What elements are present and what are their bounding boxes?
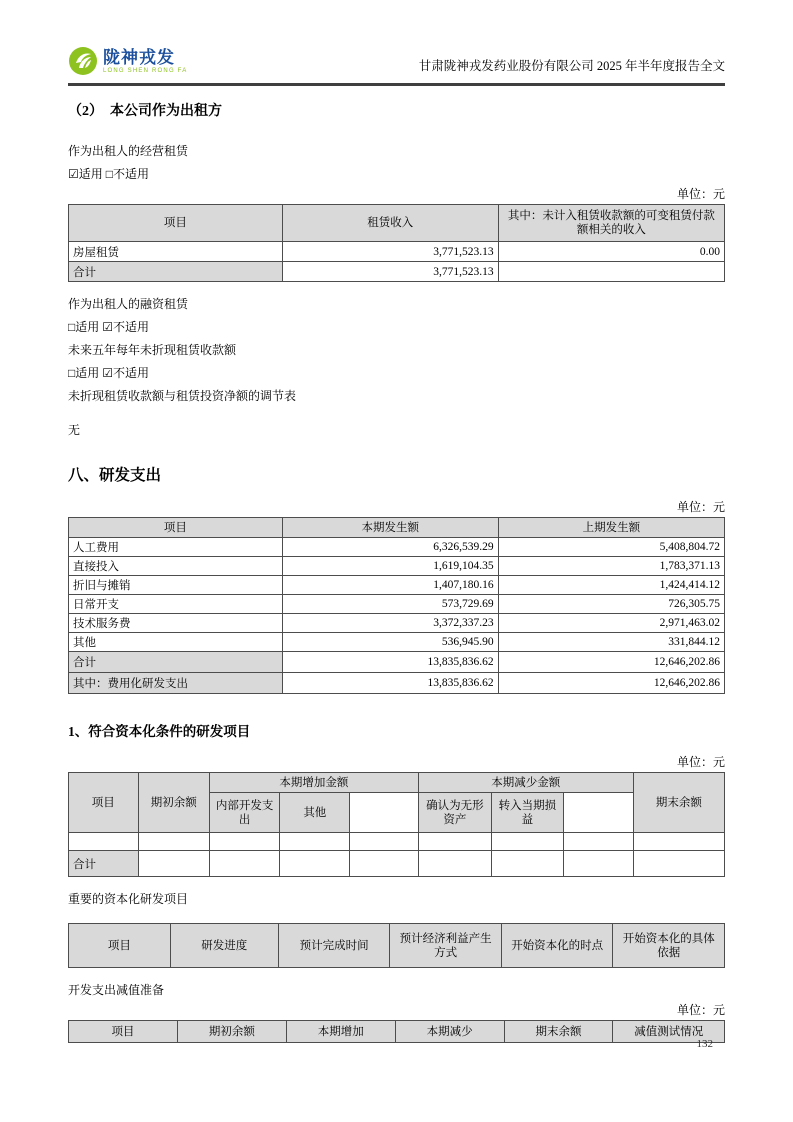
cell-prior: 2,971,463.02 <box>498 614 724 633</box>
table-row <box>69 633 725 652</box>
cell-current: 13,835,836.62 <box>282 673 498 694</box>
table-header-row <box>69 518 725 538</box>
future-receipts-label: 未来五年每年未折现租赁收款额 <box>68 343 237 357</box>
important-capitalized-label: 重要的资本化研发项目 <box>68 892 189 906</box>
impairment-label: 开发支出减值准备 <box>68 983 165 997</box>
cell-income: 3,771,523.13 <box>282 242 498 262</box>
table-header-row <box>69 924 725 968</box>
col-header-internal-dev: 内部开发支出 <box>210 793 280 833</box>
cell-item: 折旧与摊销 <box>69 576 283 595</box>
col-header-item: 项目 <box>69 518 283 538</box>
col-header-begin: 期初余额 <box>138 773 210 833</box>
table-header-row-1 <box>69 773 725 793</box>
company-brand <box>68 46 187 76</box>
col-header-increase: 本期增加 <box>286 1021 395 1043</box>
col-header-completion-time: 预计完成时间 <box>278 924 390 968</box>
col-header-blank-increase <box>350 793 418 833</box>
none-label: 无 <box>68 423 81 437</box>
cell-prior: 1,783,371.13 <box>498 557 724 576</box>
operating-lease-table <box>68 204 725 282</box>
cell-empty <box>69 833 139 851</box>
page-number: 132 <box>696 1038 713 1050</box>
cell-current: 573,729.69 <box>282 595 498 614</box>
col-header-current: 本期发生额 <box>282 518 498 538</box>
cell-empty <box>563 833 633 851</box>
col-header-benefit-mode: 预计经济利益产生方式 <box>390 924 502 968</box>
cell-item: 其中：费用化研发支出 <box>69 673 283 694</box>
col-header-intangible: 确认为无形资产 <box>418 793 491 833</box>
unit-label-rd: 单位：元 <box>676 500 725 514</box>
col-header-prior: 上期发生额 <box>498 518 724 538</box>
page-header <box>68 38 725 86</box>
capitalized-rd-table <box>68 772 725 877</box>
unit-label-capitalized: 单位：元 <box>676 755 725 769</box>
table-row-total <box>69 262 725 282</box>
cell-empty <box>418 833 491 851</box>
cell-current: 1,619,104.35 <box>282 557 498 576</box>
reconciliation-label: 未折现租赁收款额与租赁投资净额的调节表 <box>68 389 297 403</box>
cell-prior: 12,646,202.86 <box>498 652 724 673</box>
col-header-item: 项目 <box>69 1021 178 1043</box>
col-header-cap-start: 开始资本化的时点 <box>501 924 613 968</box>
cell-empty <box>633 851 724 877</box>
unit-label-impairment: 单位：元 <box>676 1003 725 1017</box>
cell-prior: 5,408,804.72 <box>498 538 724 557</box>
cell-item: 其他 <box>69 633 283 652</box>
cell-item: 合计 <box>69 652 283 673</box>
table-row <box>69 538 725 557</box>
section-heading-rd: 八、研发支出 <box>68 467 162 484</box>
cell-prior: 12,646,202.86 <box>498 673 724 694</box>
cell-empty <box>563 851 633 877</box>
cell-empty <box>492 833 564 851</box>
company-logo-icon <box>68 46 98 76</box>
cell-variable <box>498 262 724 282</box>
cell-empty <box>633 833 724 851</box>
col-header-begin: 期初余额 <box>177 1021 286 1043</box>
table-row <box>69 242 725 262</box>
table-row <box>69 614 725 633</box>
section-heading-lessor: （2） 本公司作为出租方 <box>68 104 222 119</box>
col-header-income: 租赁收入 <box>282 205 498 242</box>
cell-empty <box>138 833 210 851</box>
table-row-expensed <box>69 673 725 694</box>
cell-total-label: 合计 <box>69 851 139 877</box>
cell-empty <box>350 851 418 877</box>
cell-empty <box>138 851 210 877</box>
cell-item: 房屋租赁 <box>69 242 283 262</box>
col-header-end: 期末余额 <box>633 773 724 833</box>
cell-item: 合计 <box>69 262 283 282</box>
finance-lease-label: 作为出租人的融资租赁 <box>68 297 189 311</box>
table-row <box>69 576 725 595</box>
important-projects-table <box>68 923 725 968</box>
future-receipts-applicability: □适用 ☑不适用 <box>68 366 150 380</box>
brand-name-cn: 陇神戎发 <box>103 47 175 67</box>
operating-lease-label: 作为出租人的经营租赁 <box>68 144 189 158</box>
col-header-end: 期末余额 <box>504 1021 613 1043</box>
cell-empty <box>210 851 280 877</box>
cell-item: 直接投入 <box>69 557 283 576</box>
col-header-item: 项目 <box>69 924 171 968</box>
cell-prior: 331,844.12 <box>498 633 724 652</box>
cell-item: 技术服务费 <box>69 614 283 633</box>
cell-item: 人工费用 <box>69 538 283 557</box>
impairment-table <box>68 1020 725 1043</box>
col-header-cap-basis: 开始资本化的具体依据 <box>613 924 725 968</box>
cell-empty <box>350 833 418 851</box>
cell-current: 6,326,539.29 <box>282 538 498 557</box>
col-header-blank-decrease <box>563 793 633 833</box>
col-header-variable: 其中：未计入租赁收款额的可变租赁付款额相关的收入 <box>498 205 724 242</box>
cell-empty <box>210 833 280 851</box>
cell-prior: 726,305.75 <box>498 595 724 614</box>
cell-current: 536,945.90 <box>282 633 498 652</box>
table-row-total <box>69 652 725 673</box>
cell-empty <box>280 851 350 877</box>
col-group-increase: 本期增加金额 <box>210 773 419 793</box>
brand-name-en: LONG SHEN RONG FA <box>103 67 188 74</box>
unit-label-lease: 单位：元 <box>676 187 725 201</box>
cell-empty <box>492 851 564 877</box>
cell-current: 13,835,836.62 <box>282 652 498 673</box>
rd-expense-table <box>68 517 725 694</box>
cell-item: 日常开支 <box>69 595 283 614</box>
cell-empty <box>418 851 491 877</box>
col-header-item: 项目 <box>69 773 139 833</box>
cell-empty <box>280 833 350 851</box>
cell-current: 1,407,180.16 <box>282 576 498 595</box>
col-group-decrease: 本期减少金额 <box>418 773 633 793</box>
table-row <box>69 595 725 614</box>
brand-text <box>103 49 187 74</box>
section-heading-capitalized: 1、符合资本化条件的研发项目 <box>68 724 251 739</box>
col-header-progress: 研发进度 <box>170 924 278 968</box>
col-header-other: 其他 <box>280 793 350 833</box>
cell-current: 3,372,337.23 <box>282 614 498 633</box>
table-row-total <box>69 851 725 877</box>
finance-lease-applicability: □适用 ☑不适用 <box>68 320 150 334</box>
document-title: 甘肃陇神戎发药业股份有限公司 2025 年半年度报告全文 <box>418 59 725 73</box>
col-header-profit-loss: 转入当期损益 <box>492 793 564 833</box>
col-header-decrease: 本期减少 <box>395 1021 504 1043</box>
table-row <box>69 557 725 576</box>
cell-income: 3,771,523.13 <box>282 262 498 282</box>
operating-lease-applicability: ☑适用 □不适用 <box>68 167 150 181</box>
table-header-row <box>69 205 725 242</box>
col-header-impairment-test: 减值测试情况 <box>613 1021 725 1043</box>
cell-variable: 0.00 <box>498 242 724 262</box>
table-row-empty <box>69 833 725 851</box>
table-header-row <box>69 1021 725 1043</box>
cell-prior: 1,424,414.12 <box>498 576 724 595</box>
col-header-item: 项目 <box>69 205 283 242</box>
